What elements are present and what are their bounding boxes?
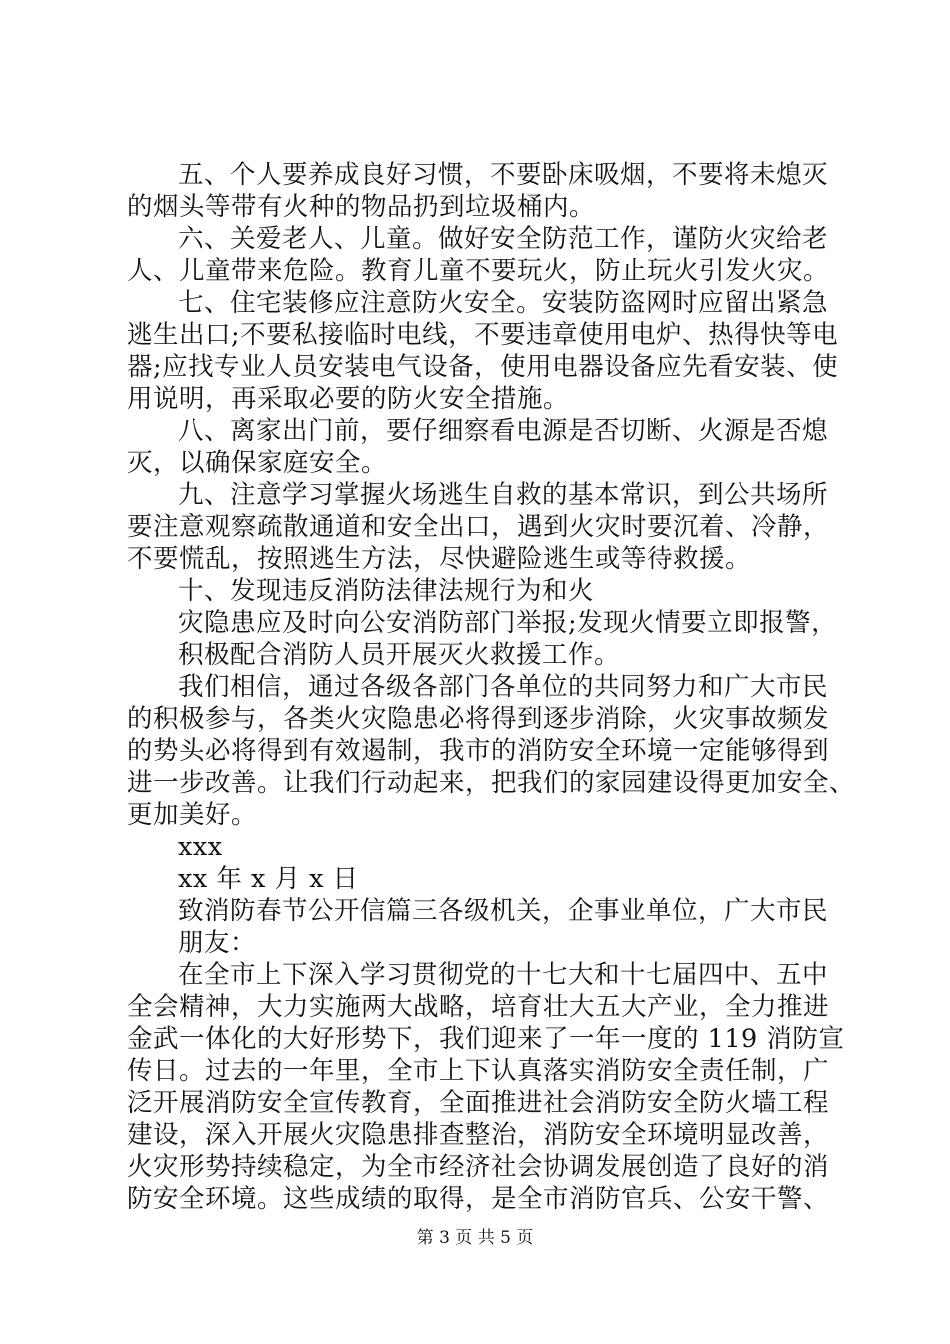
text-line: 火灾形势持续稳定，为全市经济社会协调发展创造了良好的消 — [127, 1152, 830, 1182]
text-line: 六、关爱老人、儿童。做好安全防范工作，谨防火灾给老 — [178, 224, 829, 254]
text-line: 的势头必将得到有效遏制，我市的消防安全环境一定能够得到 — [127, 736, 830, 766]
text-line: 七、住宅装修应注意防火安全。安装防盗网时应留出紧急 — [178, 288, 829, 318]
text-line: 朋友： — [178, 928, 257, 958]
text-line: 致消防春节公开信篇三各级机关，企事业单位，广大市民 — [178, 896, 829, 926]
text-line: 积极配合消防人员开展灭火救援工作。 — [178, 640, 621, 670]
text-line: 的烟头等带有火种的物品扔到垃圾桶内。 — [127, 192, 596, 222]
text-line: 人、儿童带来危险。教育儿童不要玩火，防止玩火引发火灾。 — [127, 256, 830, 286]
text-line: 器;应找专业人员安装电气设备，使用电器设备应先看安装、使 — [127, 352, 839, 382]
text-line: 防安全环境。这些成绩的取得，是全市消防官兵、公安干警、 — [127, 1184, 830, 1214]
text-line: 进一步改善。让我们行动起来，把我们的家园建设得更加安全、 — [127, 768, 856, 798]
text-line: 传日。过去的一年里，全市上下认真落实消防安全责任制，广 — [127, 1056, 830, 1086]
text-line: 灭，以确保家庭安全。 — [127, 448, 388, 478]
text-line: 的积极参与，各类火灾隐患必将得到逐步消除，火灾事故频发 — [127, 704, 830, 734]
text-line: 五、个人要养成良好习惯，不要卧床吸烟，不要将未熄灭 — [178, 160, 829, 190]
signature-name: xxx — [178, 832, 223, 862]
text-line: 更加美好。 — [127, 800, 258, 830]
page-number: 第 3 页 共 5 页 — [416, 1228, 534, 1248]
text-line: 十、发现违反消防法律法规行为和火 — [178, 576, 595, 606]
text-line: 用说明，再采取必要的防火安全措施。 — [127, 384, 570, 414]
text-line: 我们相信，通过各级各部门各单位的共同努力和广大市民 — [178, 672, 829, 702]
text-line: 在全市上下深入学习贯彻党的十七大和十七届四中、五中 — [178, 960, 829, 990]
text-line: 八、离家出门前，要仔细察看电源是否切断、火源是否熄 — [178, 416, 829, 446]
text-line: 不要慌乱，按照逃生方法，尽快避险逃生或等待救援。 — [127, 544, 752, 574]
text-line: 灾隐患应及时向公安消防部门举报;发现火情要立即报警， — [178, 608, 838, 638]
text-line: 要注意观察疏散通道和安全出口，遇到火灾时要沉着、冷静， — [127, 512, 830, 542]
text-line: 泛开展消防安全宣传教育，全面推进社会消防安全防火墙工程 — [127, 1088, 830, 1118]
text-line: 金武一体化的大好形势下，我们迎来了一年一度的 119 消防宣 — [127, 1024, 845, 1054]
signature-date: xx 年 x 月 x 日 — [178, 864, 359, 894]
text-line: 逃生出口;不要私接临时电线，不要违章使用电炉、热得快等电 — [127, 320, 839, 350]
text-line: 九、注意学习掌握火场逃生自救的基本常识，到公共场所 — [178, 480, 829, 510]
text-line: 建设，深入开展火灾隐患排查整治，消防安全环境明显改善， — [127, 1120, 830, 1150]
text-line: 全会精神，大力实施两大战略，培育壮大五大产业，全力推进 — [127, 992, 830, 1022]
